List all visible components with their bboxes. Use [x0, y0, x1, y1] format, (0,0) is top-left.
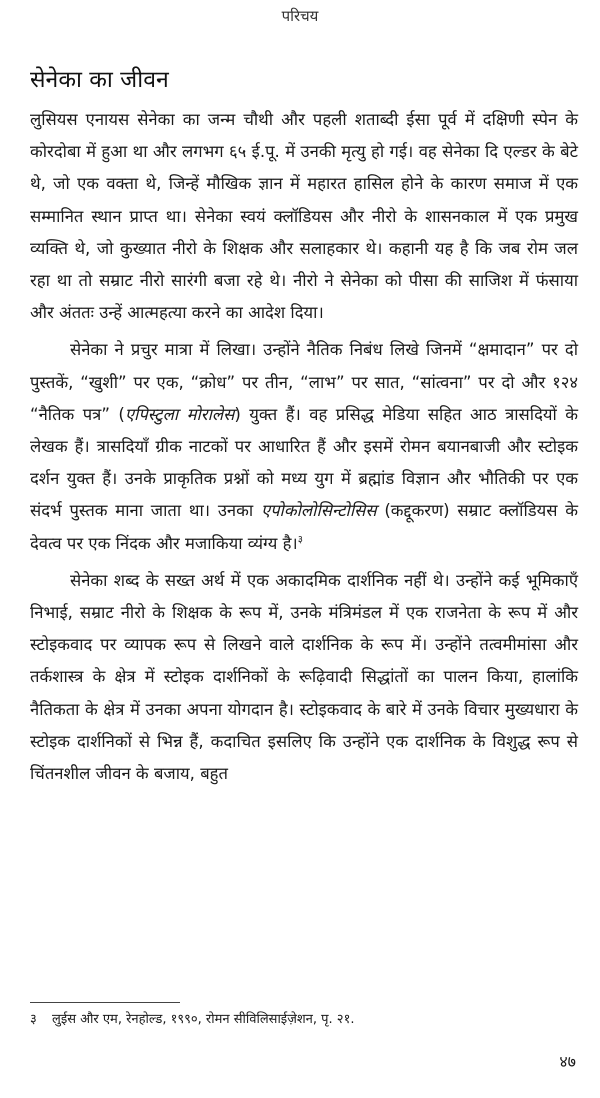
paragraph-2-text-b: ) युक्त हैं। वह प्रसिद्ध मेडिया सहित आठ त्रासदियों के लेखक हैं। त्रासदियाँ ग्रीक नाटकों पर आधारित हैं और इसमें रोमन बयानबाजी और स्टोइक दर्शन युक्त हैं। उनके प्राकृतिक प्रश्नों को मध्य युग में ब्रह्मांड विज्ञान और भौतिकी पर एक संदर्भ पुस्तक माना जाता था। उनका [30, 404, 578, 521]
paragraph-1: लुसियस एनायस सेनेका का जन्म चौथी और पहली शताब्दी ईसा पूर्व में दक्षिणी स्पेन के कोरदोबा में हुआ था और लगभग ६५ ई.पू. में उनकी मृत्यु हो गई। वह सेनेका दि एल्डर के बेटे थे, जो एक वक्ता थे, जिन्हें मौखिक ज्ञान में महारत हासिल होने के कारण समाज में एक सम्मानित स्थान प्राप्त था। सेनेका स्वयं क्लॉडियस और नीरो के शासनकाल में एक प्रमुख व्यक्ति थे, जो कुख्यात नीरो के शिक्षक और सलाहकार थे। कहानी यह है कि जब रोम जल रहा था तो सम्राट नीरो सारंगी बजा रहे थे। नीरो ने सेनेका को पीसा की साजिश में फंसाया और अंततः उन्हें आत्महत्या करने का आदेश दिया। [30, 110, 578, 323]
footnote [30, 1010, 578, 1030]
footnote-text: लुईस और एम, रेनहोल्ड, १९९०, रोमन सीविलिसाईज़ेशन, पृ. २१. [52, 1012, 355, 1027]
running-header: परिचय [281, 7, 319, 25]
paragraph-2-text-a: सेनेका ने प्रचुर मात्रा में लिखा। उन्होंने नैतिक निबंध लिखे जिनमें “क्षमादान” पर दो पुस्तकें, “खुशी” पर एक, “क्रोध” पर तीन, “लाभ” पर सात, “सांत्वना” पर दो और १२४ “नैतिक पत्र” ( [30, 340, 578, 424]
section-title: सेनेका का जीवन [30, 67, 169, 93]
footnote-number: ३ [30, 1012, 37, 1027]
footnote-reference: ३ [297, 534, 303, 546]
body-text [30, 104, 578, 790]
paragraph-2-text-c: (कद्दूकरण) सम्राट क्लॉडियस के देवत्व पर एक निंदक और मजाकिया व्यंग्य है। [30, 501, 578, 553]
italic-title-epistulae: एपिस्टुला मोरालेस [124, 404, 235, 424]
paragraph-2 [30, 334, 578, 559]
paragraph-3: सेनेका शब्द के सख्त अर्थ में एक अकादमिक दार्शनिक नहीं थे। उन्होंने कई भूमिकाएँ निभाई, सम्राट नीरो के शिक्षक के रूप में, उनके मंत्रिमंडल में एक राजनेता के रूप में और स्टोइकवाद पर व्यापक रूप से लिखने वाले दार्शनिक के रूप में। उन्होंने तत्वमीमांसा और तर्कशास्त्र के क्षेत्र में स्टोइक दार्शनिकों के रूढ़िवादी सिद्धांतों का पालन किया, हालांकि नैतिकता के क्षेत्र में उनका अपना योगदान है। स्टोइकवाद के बारे में उनके विचार मुख्यधारा के स्टोइक दार्शनिकों से भिन्न हैं, कदाचित इसलिए कि उन्होंने एक दार्शनिक के विशुद्ध रूप से चिंतनशील जीवन के बजाय, बहुत [30, 570, 578, 784]
page-number: ४७ [559, 1052, 576, 1071]
footnote-rule [30, 1002, 180, 1003]
italic-title-apocolocyntosis: एपोकोलोसिन्टोसिस [260, 501, 377, 521]
